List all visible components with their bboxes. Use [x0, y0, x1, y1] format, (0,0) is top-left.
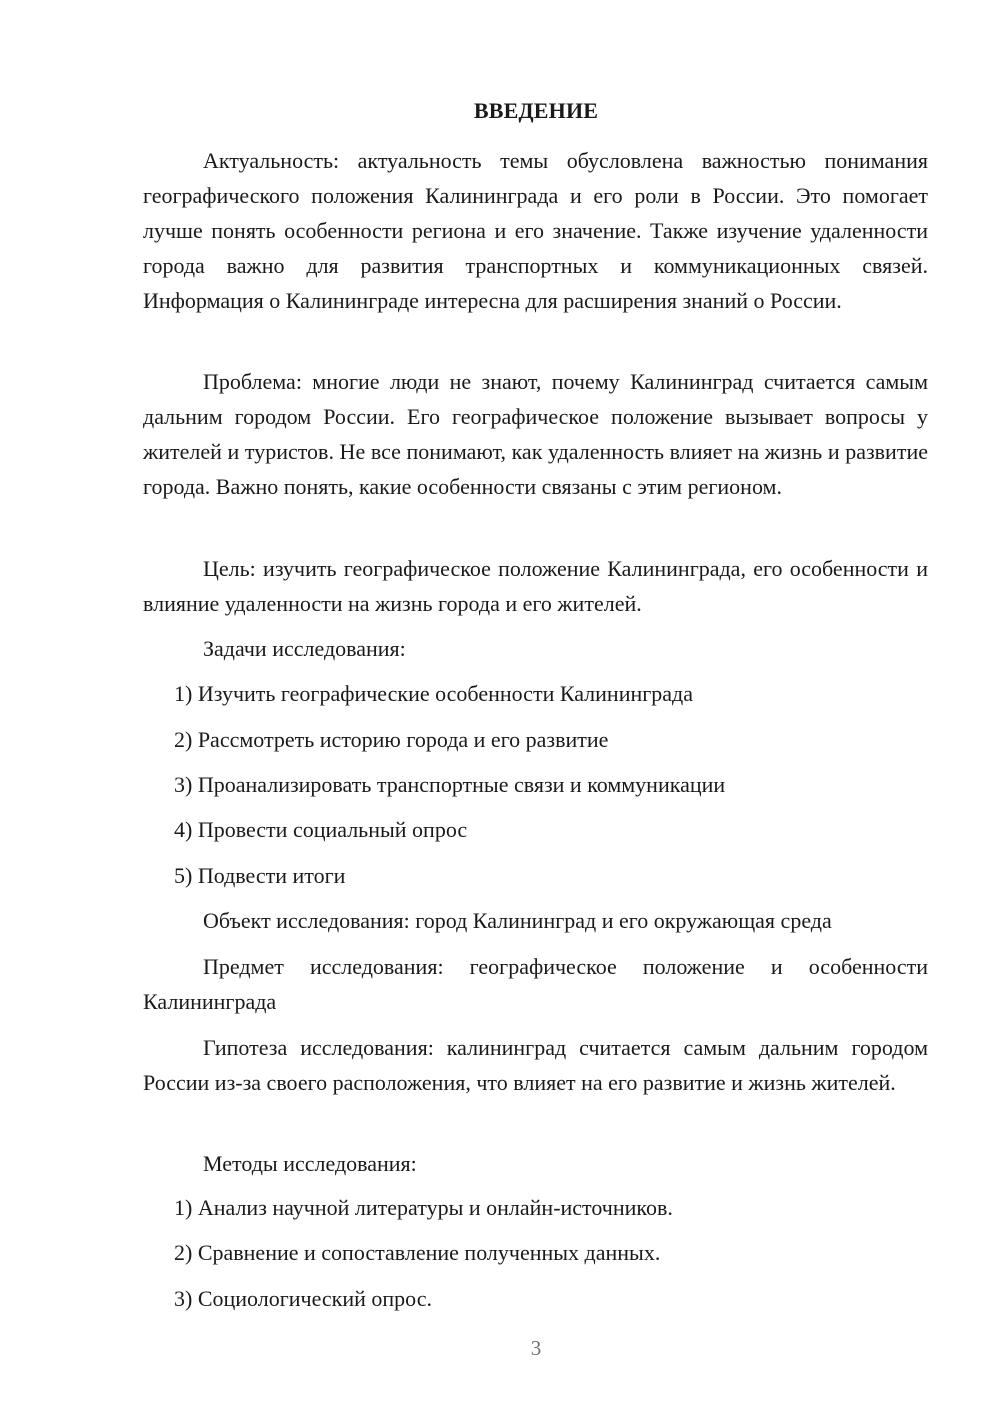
methods-title: Методы исследования:	[203, 1151, 417, 1176]
task-item: 4) Провести социальный опрос	[174, 817, 468, 842]
goal-paragraph: Цель: изучить географическое положение Калининграда, его особенности и влияние удаленности на жизнь города и его жителей.	[143, 556, 928, 616]
page-number: 3	[530, 1336, 542, 1360]
method-item: 3) Социологический опрос.	[174, 1286, 432, 1311]
problem-paragraph: Проблема: многие люди не знают, почему Калининград считается самым дальним городом России. Его географическое положение вызывает вопросы у жителей и туристов. Не все понимают, как удаленность влияет на жизнь и развитие города. Важно понять, какие особенности связаны с этим регионом.	[143, 369, 928, 499]
method-item: 2) Сравнение и сопоставление полученных данных.	[174, 1240, 661, 1265]
object-line: Объект исследования: город Калининград и его окружающая среда	[203, 908, 832, 933]
method-item: 1) Анализ научной литературы и онлайн-источников.	[174, 1195, 673, 1220]
task-item: 3) Проанализировать транспортные связи и коммуникации	[174, 772, 726, 797]
hypothesis-paragraph: Гипотеза исследования: калининград считается самым дальним городом России из-за своего расположения, что влияет на его развитие и жизнь жителей.	[143, 1035, 928, 1095]
page-title: ВВЕДЕНИЕ	[473, 98, 599, 123]
tasks-title: Задачи исследования:	[203, 636, 406, 661]
subject-paragraph: Предмет исследования: географическое положение и особенности Калининграда	[143, 954, 928, 1014]
task-item: 5) Подвести итоги	[174, 863, 346, 888]
relevance-paragraph: Актуальность: актуальность темы обусловлена важностью понимания географического положения Калининграда и его роли в России. Это помогает лучше понять особенности региона и его значение. Также изучение удаленности города важно для развития транспортных и коммуникационных связей. Информация о Калининграде интересна для расширения знаний о России.	[143, 148, 928, 313]
task-item: 2) Рассмотреть историю города и его развитие	[174, 727, 609, 752]
task-item: 1) Изучить географические особенности Калининграда	[174, 681, 693, 706]
